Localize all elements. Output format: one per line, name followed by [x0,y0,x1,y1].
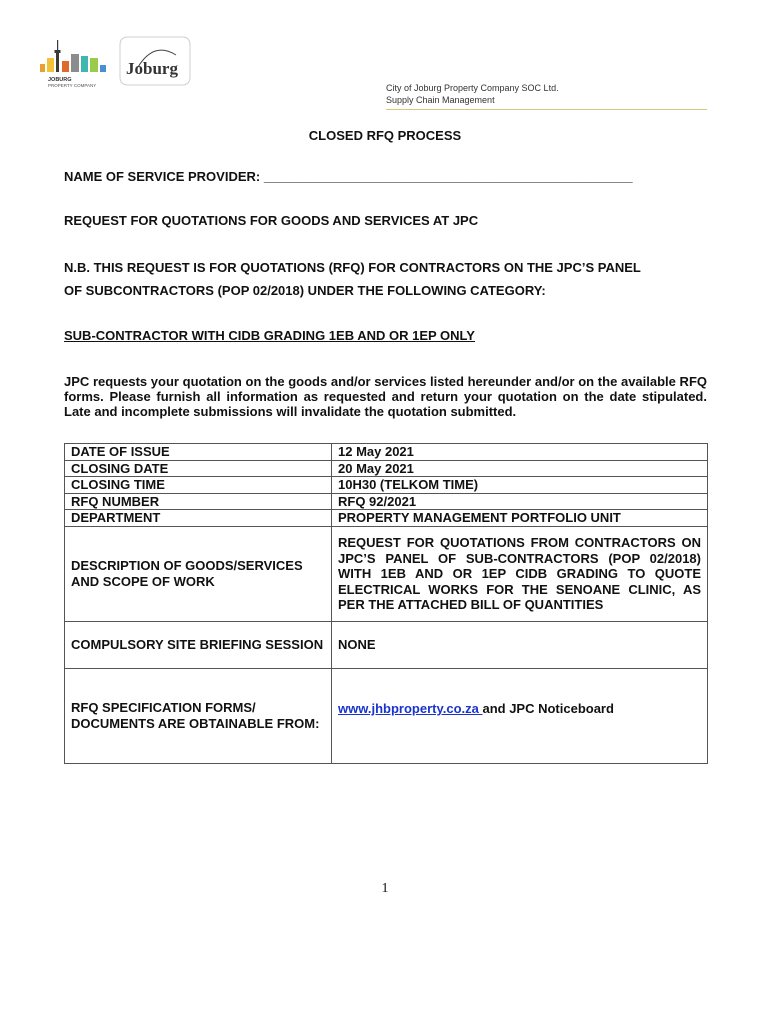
date-of-issue-label: DATE OF ISSUE [65,444,332,461]
service-provider-label: NAME OF SERVICE PROVIDER: ___________________________________________________ [64,169,633,184]
table-row [65,444,708,461]
header-rule [386,109,707,110]
table-row [65,510,708,527]
table-row [65,493,708,510]
intro-paragraph: JPC requests your quotation on the goods and/or services listed hereunder and/or on the available RFQ forms. Please furnish all information as requested and return your quotation on the date stipulated. Late and incomplete submissions will invalidate the quotation submitted. [64,374,707,419]
department-label: DEPARTMENT [65,510,332,527]
request-heading: REQUEST FOR QUOTATIONS FOR GOODS AND SERVICES AT JPC [64,213,479,228]
closing-date-label: CLOSING DATE [65,460,332,477]
description-value: REQUEST FOR QUOTATIONS FROM CONTRACTORS ON JPC’S PANEL OF SUB-CONTRACTORS (POP 02/2018) WITH 1EB AND OR 1EP CIDB GRADING TO QUOTE ELECTRICAL WORKS FOR THE SENOANE CLINIC, AS PER THE ATTACHED BILL OF QUANTITIES [332,526,708,621]
joburg-logo-text: Joburg [126,59,178,78]
site-briefing-label: COMPULSORY SITE BRIEFING SESSION [65,621,332,668]
site-briefing-value: NONE [332,621,708,668]
documents-value-suffix: and JPC Noticeboard [482,700,614,716]
table-row [65,668,708,763]
rfq-details-table [64,443,708,764]
documents-value [332,668,708,763]
table-row [65,621,708,668]
department-value: PROPERTY MANAGEMENT PORTFOLIO UNIT [332,510,708,527]
jpc-logo-text-1: JOBURG [48,77,72,83]
date-of-issue-value: 12 May 2021 [332,444,708,461]
joburg-logo [116,33,194,89]
jhbproperty-link[interactable]: www.jhbproperty.co.za [338,700,483,716]
company-info [386,82,559,106]
nb-line-1: N.B. THIS REQUEST IS FOR QUOTATIONS (RFQ) FOR CONTRACTORS ON THE JPC’S PANEL [64,260,641,275]
table-row [65,477,708,494]
jpc-logo [38,34,110,90]
company-department: Supply Chain Management [386,95,495,105]
table-row [65,526,708,621]
rfq-number-label: RFQ NUMBER [65,493,332,510]
page-number: 1 [381,881,389,896]
table-row [65,460,708,477]
document-title: CLOSED RFQ PROCESS [308,128,462,143]
closing-time-label: CLOSING TIME [65,477,332,494]
company-name: City of Joburg Property Company SOC Ltd. [386,83,559,93]
documents-label: RFQ SPECIFICATION FORMS/ DOCUMENTS ARE OBTAINABLE FROM: [65,668,332,763]
rfq-number-value: RFQ 92/2021 [332,493,708,510]
description-label: DESCRIPTION OF GOODS/SERVICES AND SCOPE OF WORK [65,526,332,621]
closing-time-value: 10H30 (TELKOM TIME) [332,477,708,494]
category-heading: SUB-CONTRACTOR WITH CIDB GRADING 1EB AND OR 1EP ONLY [64,328,475,343]
closing-date-value: 20 May 2021 [332,460,708,477]
jpc-logo-text-2: PROPERTY COMPANY [48,83,97,88]
nb-line-2: OF SUBCONTRACTORS (POP 02/2018) UNDER THE FOLLOWING CATEGORY: [64,283,546,298]
